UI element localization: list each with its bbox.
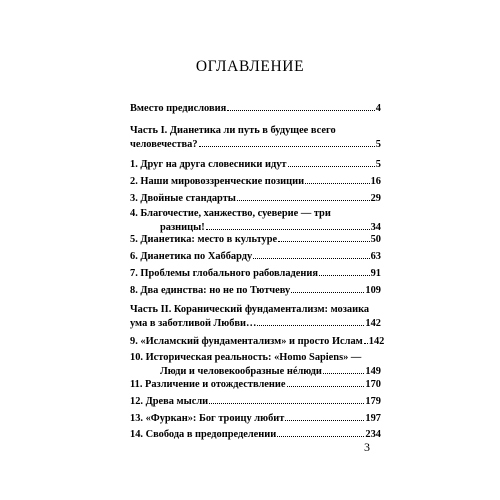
- toc-entry-page: 16: [370, 176, 381, 187]
- toc-entry-chapter-1: [130, 157, 381, 171]
- dot-leader: [319, 266, 370, 276]
- toc-entry-chapter-12: [130, 394, 381, 408]
- toc-entry-text-cont: человечества?: [130, 139, 198, 150]
- toc-entry-text-cont: Люди и человекообразные нéлюди: [160, 366, 322, 377]
- toc-entry-page: 34: [370, 222, 381, 233]
- toc-entry-preface: [130, 101, 381, 115]
- dot-leader: [206, 220, 370, 230]
- toc-entry-text: 2. Наши мировоззренческие позиции: [130, 176, 305, 187]
- toc-entry-chapter-9: [130, 334, 385, 348]
- toc-entry-text: 4. Благочестие, ханжество, суеверие — три: [130, 208, 331, 219]
- dot-leader: [287, 377, 365, 387]
- toc-entry-text: 1. Друг на друга словесники идут: [130, 159, 287, 170]
- toc-entry-chapter-7: [130, 266, 381, 280]
- page-number: 3: [364, 440, 370, 454]
- toc-entry-text: Часть I. Дианетика ли путь в будущее всего: [130, 125, 336, 136]
- toc-entry-chapter-14: [130, 427, 381, 441]
- toc-entry-text: 3. Двойные стандарты: [130, 193, 236, 204]
- toc-entry-page: 234: [365, 429, 381, 440]
- toc-entry-chapter-13: [130, 411, 381, 425]
- toc-entry-text: Часть II. Коранический фундаментализм: мозаика: [130, 304, 370, 315]
- toc-entry-part-1: [130, 124, 381, 151]
- toc-entry-chapter-2: [130, 174, 381, 188]
- toc-entry-text: Вместо предисловия: [130, 103, 227, 114]
- toc-entry-page: 149: [365, 366, 381, 377]
- toc-entry-text: 12. Древа мысли: [130, 396, 209, 407]
- toc-entry-text: 8. Два единства: но не по Тютчеву: [130, 285, 291, 296]
- dot-leader: [199, 137, 375, 147]
- toc-entry-text: 9. «Исламский фундаментализм» и просто Ислам: [130, 336, 363, 347]
- toc-entry-text: 7. Проблемы глобального рабовладения: [130, 268, 318, 279]
- toc-entry-text: 5. Дианетика: место в культуре: [130, 234, 278, 245]
- toc-entry-chapter-5: [130, 232, 381, 246]
- toc-entry-page: 197: [365, 413, 381, 424]
- dot-leader: [253, 249, 369, 259]
- dot-leader: [285, 411, 364, 421]
- toc-entry-text-cont: разницы!: [160, 222, 205, 233]
- toc-entry-page: 142: [365, 318, 381, 329]
- toc-entry-text: 11. Различение и отождествление: [130, 379, 286, 390]
- dot-leader: [277, 427, 364, 437]
- dot-leader: [323, 364, 365, 374]
- toc-entry-chapter-8: [130, 283, 381, 297]
- dot-leader: [291, 283, 364, 293]
- toc-entry-page: 142: [368, 336, 385, 347]
- toc-entry-chapter-3: [130, 191, 381, 205]
- toc-entry-page: 29: [370, 193, 381, 204]
- toc-entry-text: 13. «Фуркан»: Бог троицу любит: [130, 413, 285, 424]
- dot-leader: [227, 101, 375, 111]
- dot-leader: [278, 232, 369, 242]
- toc-entry-chapter-4: [130, 207, 381, 234]
- toc-entry-part-2: [130, 303, 381, 330]
- toc-entry-page: 179: [365, 396, 381, 407]
- dot-leader: [288, 157, 375, 167]
- toc-entry-page: 5: [375, 139, 381, 150]
- toc-entry-chapter-6: [130, 249, 381, 263]
- dot-leader: [237, 191, 370, 201]
- toc-entry-text: 10. Историческая реальность: «Homo Sapiens» —: [130, 352, 362, 363]
- toc-entry-chapter-11: [130, 377, 381, 391]
- toc-entry-page: 5: [375, 159, 381, 170]
- toc-entry-page: 170: [365, 379, 381, 390]
- toc-entry-page: 63: [370, 251, 381, 262]
- dot-leader: [364, 334, 368, 344]
- toc-entry-text: 6. Дианетика по Хаббарду: [130, 251, 253, 262]
- toc-entry-page: 91: [370, 268, 381, 279]
- toc-entry-text-cont: ума в заботливой Любви…: [130, 318, 257, 329]
- toc-entry-page: 4: [375, 103, 381, 114]
- toc-entry-chapter-10: [130, 351, 381, 378]
- dot-leader: [305, 174, 370, 184]
- dot-leader: [209, 394, 364, 404]
- toc-entry-text: 14. Свобода в предопределении: [130, 429, 277, 440]
- dot-leader: [257, 316, 364, 326]
- toc-entry-page: 50: [370, 234, 381, 245]
- page-title: ОГЛАВЛЕНИЕ: [195, 58, 305, 75]
- toc-entry-page: 109: [365, 285, 381, 296]
